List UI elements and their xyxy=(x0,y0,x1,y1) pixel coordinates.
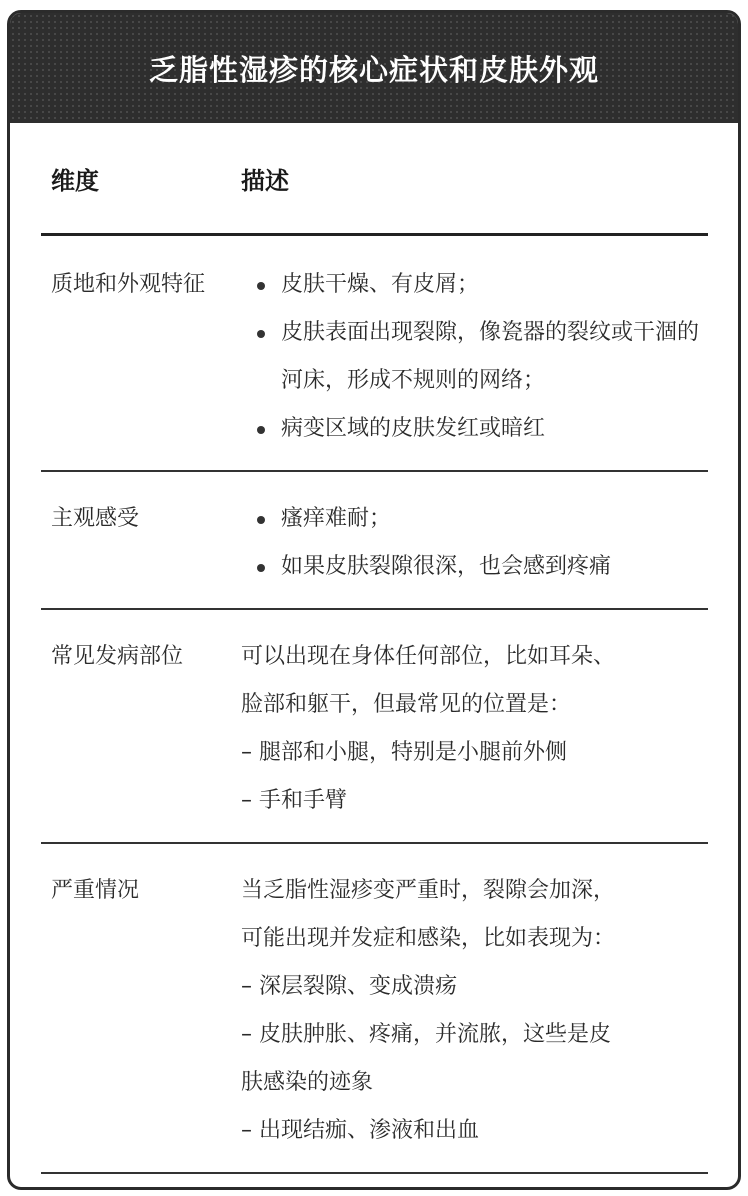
row-description xyxy=(241,495,708,608)
description-line: 当乏脂性湿疹变严重时，裂隙会加深， xyxy=(241,878,616,903)
description-line: 脸部和躯干，但最常见的位置是： xyxy=(241,692,572,717)
row-dimension: 主观感受 xyxy=(51,506,140,531)
bullet-list xyxy=(241,495,708,591)
table-row xyxy=(41,236,708,472)
list-item: 瘙痒难耐； xyxy=(241,495,708,543)
header-description: 描述 xyxy=(241,166,289,195)
info-card xyxy=(7,10,741,1190)
description-line: – 腿部和小腿，特别是小腿前外侧 xyxy=(241,740,567,765)
bullet-list xyxy=(241,261,708,453)
row-dimension: 严重情况 xyxy=(51,878,140,903)
card-header xyxy=(10,13,738,123)
description-line: 可以出现在身体任何部位，比如耳朵、 xyxy=(241,644,616,669)
description-line: – 深层裂隙、变成溃疡 xyxy=(241,974,457,999)
list-item: 皮肤表面出现裂隙，像瓷器的裂纹或干涸的河床，形成不规则的网络； xyxy=(241,309,708,405)
row-description xyxy=(241,261,708,470)
table-header-row xyxy=(41,123,708,236)
row-description xyxy=(241,867,708,1172)
table-row xyxy=(41,610,708,844)
card-title: 乏脂性湿疹的核心症状和皮肤外观 xyxy=(148,52,599,87)
header-dimension: 维度 xyxy=(51,166,99,195)
description-line: – 皮肤肿胀、疼痛，并流脓，这些是皮 xyxy=(241,1022,611,1047)
description-line: 可能出现并发症和感染，比如表现为： xyxy=(241,926,616,951)
list-item: 病变区域的皮肤发红或暗红 xyxy=(241,405,708,453)
list-item: 如果皮肤裂隙很深，也会感到疼痛 xyxy=(241,543,708,591)
row-dimension: 质地和外观特征 xyxy=(51,272,206,297)
description-line: – 手和手臂 xyxy=(241,788,347,813)
row-description xyxy=(241,633,708,842)
list-item: 皮肤干燥、有皮屑； xyxy=(241,261,708,309)
description-line: – 出现结痂、渗液和出血 xyxy=(241,1118,479,1143)
description-line: 肤感染的迹象 xyxy=(241,1070,374,1095)
row-dimension: 常见发病部位 xyxy=(51,644,184,669)
table-row xyxy=(41,844,708,1174)
table-row xyxy=(41,472,708,610)
symptom-table xyxy=(41,123,708,1174)
